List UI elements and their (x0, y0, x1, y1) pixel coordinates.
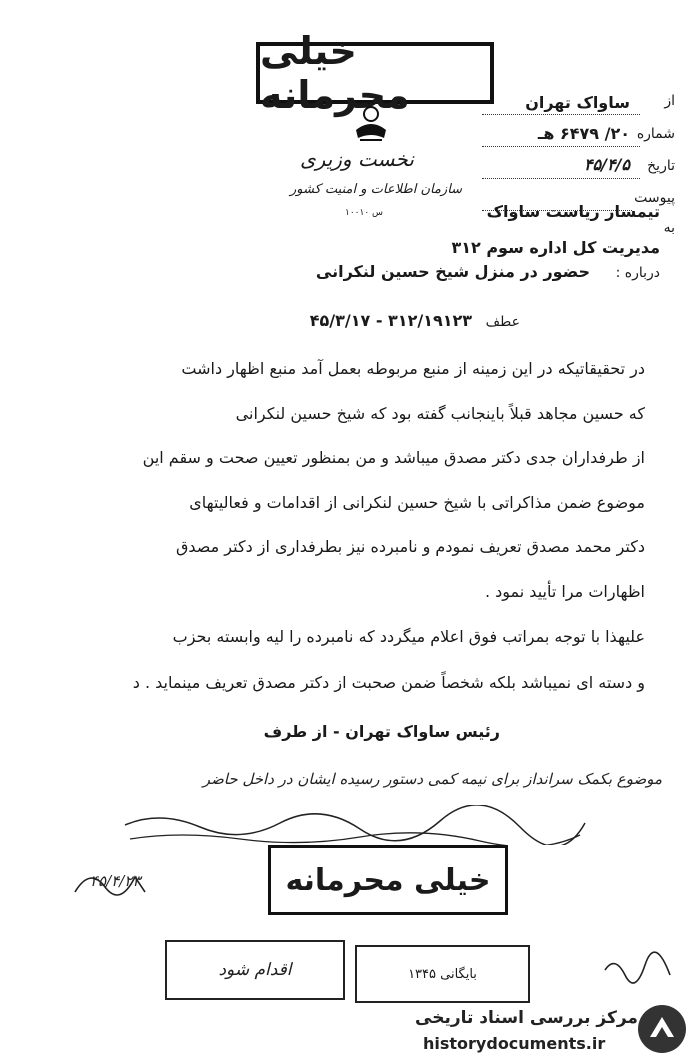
corner-scribble (600, 950, 680, 990)
bottom-classification-stamp (268, 845, 508, 915)
to-value: تیمسار ریاست ساواک (486, 202, 660, 221)
reference-value: ۳۱۲/۱۹۱۲۳ - ۴۵/۳/۱۷ (309, 311, 472, 330)
bottom-stamp-text: خیلی محرمانه (285, 862, 491, 898)
watermark-en: historydocuments.ir (423, 1034, 606, 1053)
lion-and-sun-emblem-icon (346, 100, 396, 150)
handwritten-scribble (120, 805, 590, 845)
body-line-5: دکتر محمد مصدق تعریف نمودم و نامبرده نیز بطرفداری از دکتر مصدق (175, 537, 645, 556)
org-line-3: س ۱۰۰۱۰ (345, 208, 384, 218)
action-box-text: اقدام شود (218, 960, 292, 980)
handwritten-note: موضوع بکمک سرانداز برای نیمه کمی دستور رسیده ایشان در داخل حاضر (202, 770, 662, 788)
body-line-4: موضوع ضمن مذاکراتی با شیخ حسین لنکرانی از اقدامات و فعالیتهای (189, 493, 645, 512)
org-line-1: نخست وزیری (300, 147, 414, 171)
reference-label: عطف (485, 314, 520, 330)
top-stamp-text: خیلی محرمانه (260, 29, 410, 117)
body-line-8: و دسته ای نمیباشد بلکه شخصاً ضمن صحبت از دکتر مصدق تعریف مینماید . د (132, 673, 645, 692)
action-box (165, 940, 345, 1000)
date-label: تاریخ (647, 158, 675, 174)
body-line-6: اظهارات مرا تأیید نمود . (484, 582, 645, 601)
initials-scribble (70, 862, 150, 902)
archive-box (355, 945, 530, 1003)
date-value: ۴۵/۴/۵ (583, 155, 630, 174)
to-label: به (663, 220, 675, 236)
watermark-logo-icon (636, 1003, 688, 1055)
body-line-1: در تحقیقاتیکه در این زمینه از منبع مربوطه بعمل آمد منبع اظهار داشت (181, 359, 645, 378)
handwritten-date: ۴۵/۴/۲۳ (90, 872, 141, 890)
date-dots (482, 178, 640, 179)
from-label: از (664, 93, 675, 109)
body-line-7: علیهذا با توجه بمراتب فوق اعلام میگردد که نامبرده را لیه وابسته بحزب (172, 627, 645, 646)
top-classification-stamp (256, 29, 494, 117)
archive-box-text: ۱۳۴۵ بایگانی (408, 966, 477, 982)
from-dots (482, 114, 640, 115)
body-line-3: از طرفداران جدی دکتر مصدق میباشد و من بمنظور تعیین صحت و سقم این (142, 448, 645, 467)
from-value: ساواک تهران (525, 93, 630, 112)
number-dots (482, 146, 640, 147)
org-line-2: سازمان اطلاعات و امنیت کشور (290, 182, 463, 197)
signature-line: رئیس ساواک تهران - از طرف (263, 722, 500, 741)
attachment-label: پیوست (634, 190, 675, 206)
subject-value: حضور در منزل شیخ حسین لنکرانی (315, 262, 590, 281)
subject-label: درباره : (615, 265, 660, 281)
number-value: ۲۰/ ۶۴۷۹ هـ (537, 124, 630, 143)
to-line-2: مدیریت کل اداره سوم ۳۱۲ (451, 238, 660, 257)
number-label: شماره (636, 126, 675, 142)
body-line-2: که حسین مجاهد قبلاً باینجانب گفته بود که شیخ حسین لنکرانی (235, 404, 645, 423)
watermark-fa: مرکز بررسی اسناد تاریخی (415, 1008, 638, 1028)
